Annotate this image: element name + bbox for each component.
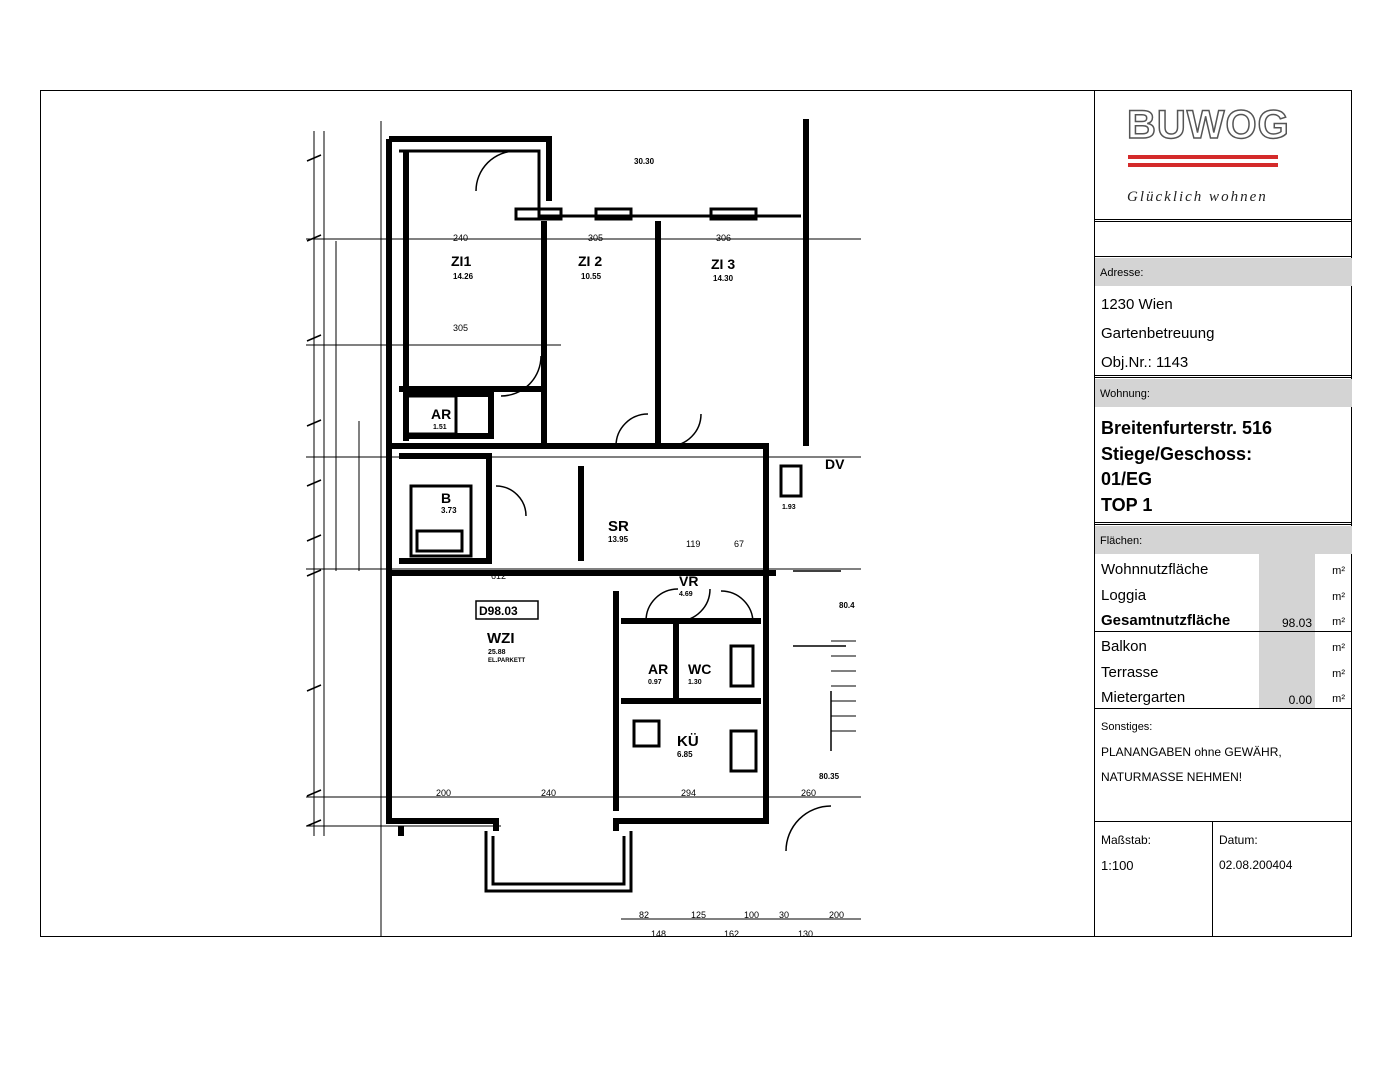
scale-label: Maßstab: <box>1101 833 1152 847</box>
area-value-total: 98.03 <box>1281 616 1312 630</box>
floor-plan <box>41 91 1094 936</box>
area-unit: m² <box>1332 668 1345 680</box>
logo-stripe-bottom <box>1128 163 1278 167</box>
buwog-logo: BUWOG <box>1127 103 1290 147</box>
divider <box>1095 219 1352 222</box>
svg-text:ZI1: ZI1 <box>451 253 472 269</box>
area-label-loggia: Loggia <box>1101 587 1147 604</box>
svg-text:KÜ: KÜ <box>677 733 699 750</box>
svg-text:200: 200 <box>436 788 452 798</box>
svg-text:DV: DV <box>825 456 845 472</box>
area-unit: m² <box>1332 616 1345 628</box>
svg-text:25.88: 25.88 <box>488 649 506 656</box>
floor-plan-drawing <box>41 91 1094 936</box>
svg-text:WZI: WZI <box>487 630 515 647</box>
svg-text:13.95: 13.95 <box>608 535 629 544</box>
svg-text:14.26: 14.26 <box>453 272 474 281</box>
svg-text:306: 306 <box>716 233 732 243</box>
svg-text:80.4: 80.4 <box>839 601 855 610</box>
area-value-garden: 0.00 <box>1288 693 1312 707</box>
address-header: Adresse: <box>1095 258 1352 286</box>
address-line-2: Gartenbetreuung <box>1101 325 1215 342</box>
address-line-1: 1230 Wien <box>1101 296 1173 313</box>
misc-line-2: NATURMASSE NEHMEN! <box>1101 770 1243 784</box>
title-block <box>1094 91 1352 936</box>
apartment-street: Breitenfurterstr. 516 <box>1101 418 1273 438</box>
apartment-top: TOP 1 <box>1101 495 1153 515</box>
apartment-header: Wohnung: <box>1095 379 1352 407</box>
area-label-garden: Mietergarten <box>1101 689 1186 706</box>
svg-text:14.30: 14.30 <box>713 274 734 283</box>
date-label: Datum: <box>1219 833 1258 847</box>
svg-text:305: 305 <box>453 323 469 333</box>
svg-text:130: 130 <box>798 929 814 936</box>
area-label-living: Wohnnutzfläche <box>1101 561 1209 578</box>
svg-text:3.73: 3.73 <box>441 506 457 515</box>
svg-text:305: 305 <box>588 233 604 243</box>
svg-text:D98.03: D98.03 <box>479 604 518 618</box>
svg-text:148: 148 <box>651 929 667 936</box>
svg-text:240: 240 <box>453 233 469 243</box>
date-value: 02.08.200404 <box>1219 858 1293 872</box>
svg-text:612: 612 <box>491 571 507 581</box>
divider <box>1095 375 1352 378</box>
svg-text:80.35: 80.35 <box>819 772 840 781</box>
svg-text:294: 294 <box>681 788 697 798</box>
misc-header: Sonstiges: <box>1101 721 1153 733</box>
svg-text:260: 260 <box>801 788 817 798</box>
area-unit: m² <box>1332 565 1345 577</box>
svg-text:B: B <box>441 490 452 506</box>
svg-text:4.69: 4.69 <box>679 591 693 598</box>
svg-text:1.93: 1.93 <box>782 504 796 511</box>
svg-text:100: 100 <box>744 910 760 920</box>
areas-header: Flächen: <box>1095 526 1352 554</box>
misc-line-1: PLANANGABEN ohne GEWÄHR, <box>1101 745 1282 759</box>
svg-text:WC: WC <box>688 661 712 677</box>
svg-text:AR: AR <box>648 661 669 677</box>
scale-value: 1:100 <box>1101 858 1134 873</box>
logo-area <box>1095 91 1352 219</box>
area-label-balcony: Balkon <box>1101 638 1147 655</box>
svg-text:1.51: 1.51 <box>433 424 447 431</box>
svg-text:1.30: 1.30 <box>688 679 702 686</box>
svg-text:EL.PARKETT: EL.PARKETT <box>488 658 526 664</box>
apartment-stair-floor-label: Stiege/Geschoss: <box>1101 444 1253 464</box>
svg-text:67: 67 <box>734 539 745 549</box>
svg-text:200: 200 <box>829 910 845 920</box>
svg-text:ZI 2: ZI 2 <box>578 253 603 269</box>
svg-text:125: 125 <box>691 910 707 920</box>
svg-text:240: 240 <box>541 788 557 798</box>
svg-text:SR: SR <box>608 518 629 535</box>
svg-text:119: 119 <box>686 539 701 549</box>
area-unit: m² <box>1332 591 1345 603</box>
area-label-total: Gesamtnutzfläche <box>1101 612 1231 629</box>
divider <box>1095 256 1352 257</box>
divider <box>1095 631 1352 632</box>
svg-text:30.30: 30.30 <box>634 157 655 166</box>
svg-text:6.85: 6.85 <box>677 750 693 759</box>
divider <box>1095 522 1352 525</box>
apartment-stair-floor: 01/EG <box>1101 469 1153 489</box>
svg-text:10.55: 10.55 <box>581 272 602 281</box>
svg-text:82: 82 <box>639 910 650 920</box>
svg-text:ZI 3: ZI 3 <box>711 256 736 272</box>
scale-date-divider <box>1212 821 1213 936</box>
logo-slogan: Glücklich wohnen <box>1127 189 1268 205</box>
svg-text:162: 162 <box>724 929 740 936</box>
plan-sheet <box>40 90 1352 937</box>
object-number: Obj.Nr.: 1143 <box>1101 354 1189 371</box>
divider <box>1095 708 1352 709</box>
svg-text:30: 30 <box>779 910 790 920</box>
svg-text:0.97: 0.97 <box>648 679 662 686</box>
divider <box>1095 821 1352 822</box>
area-label-terrace: Terrasse <box>1101 664 1159 681</box>
svg-text:VR: VR <box>679 573 699 589</box>
area-unit: m² <box>1332 642 1345 654</box>
area-unit: m² <box>1332 693 1345 705</box>
svg-text:AR: AR <box>431 406 452 422</box>
logo-stripe-top <box>1128 155 1278 159</box>
